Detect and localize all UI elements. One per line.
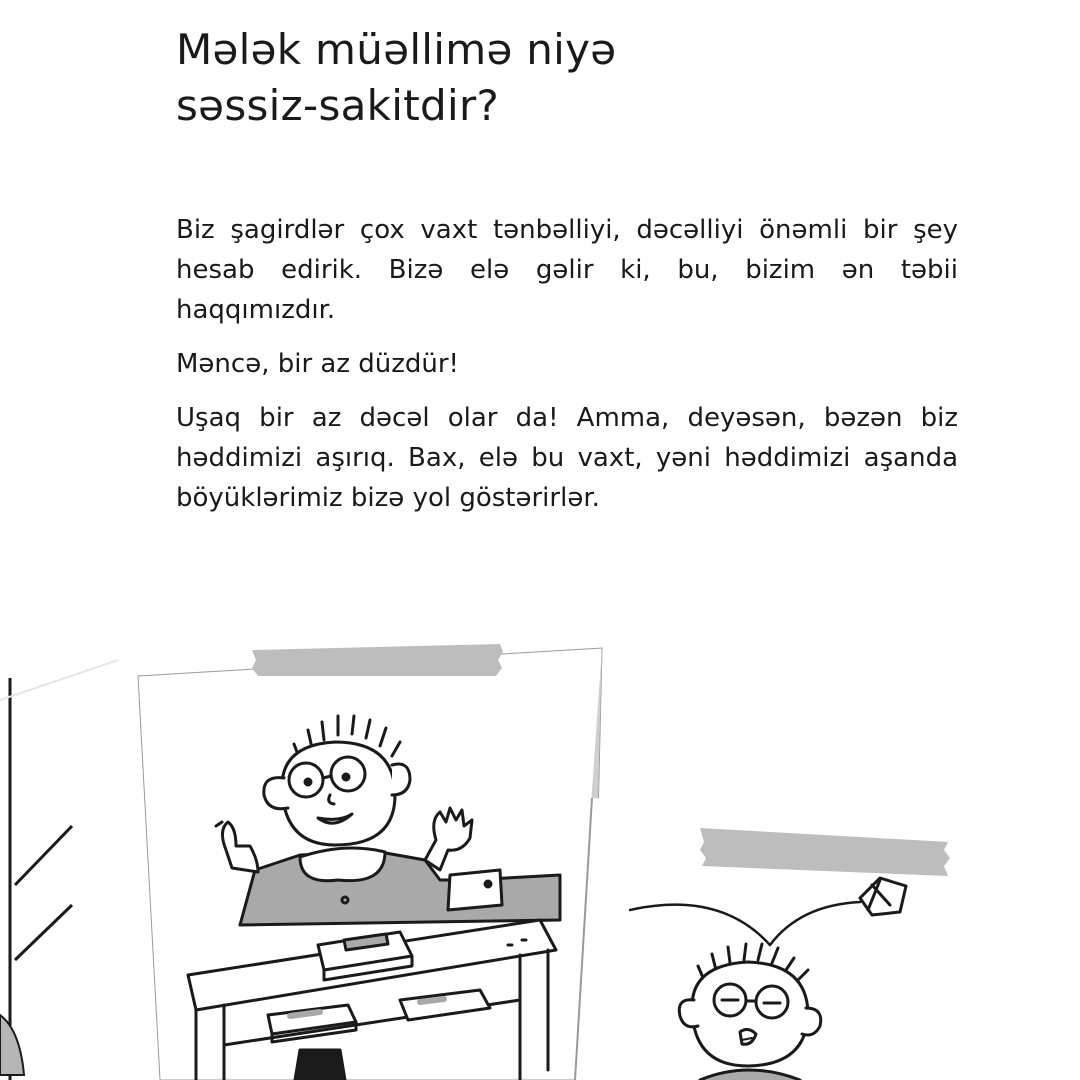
title-line-2: səssiz-sakitdir? bbox=[176, 81, 500, 130]
left-comic-panel bbox=[0, 660, 118, 1080]
paragraph-1: Biz şagirdlər çox vaxt tənbəlliyi, dəcəlliyi önəmli bir şey hesab edirik. Bizə elə gəlir ki, bu, bizim ən təbii haqqımızdır. bbox=[176, 215, 958, 325]
right-comic-panel bbox=[575, 798, 1080, 1080]
page-title bbox=[176, 22, 936, 134]
tape-strip bbox=[252, 644, 503, 676]
middle-comic-panel bbox=[138, 644, 602, 1080]
story-text bbox=[176, 210, 958, 532]
comic-illustration bbox=[0, 620, 1080, 1080]
title-line-1: Mələk müəllimə niyə bbox=[176, 25, 617, 74]
paragraph-3: Uşaq bir az dəcəl olar da! Amma, deyəsən, bəzən biz həddimizi aşırıq. Bax, elə bu vaxt, yəni həddimizi aşanda böyüklərimiz bizə yol göstərirlər. bbox=[176, 403, 958, 513]
paragraph-2: Məncə, bir az düzdür! bbox=[176, 349, 459, 379]
